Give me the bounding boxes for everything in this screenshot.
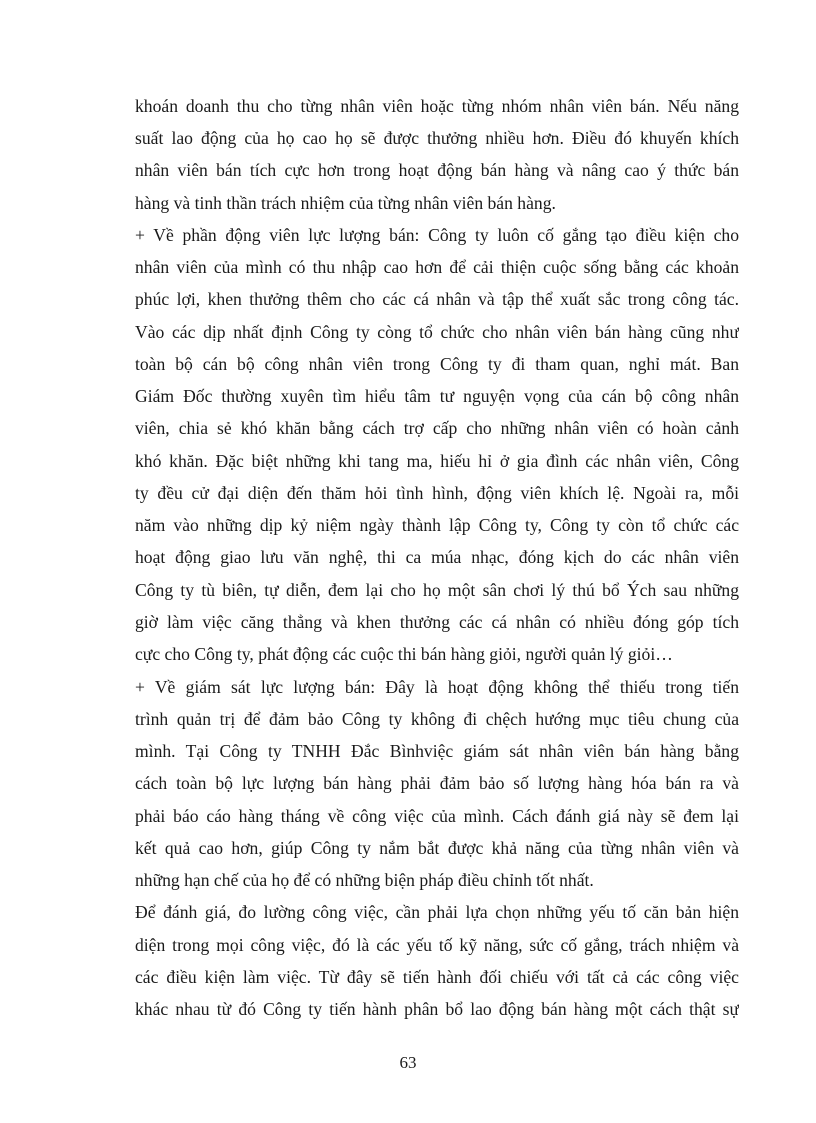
text-line: nhân viên của mình có thu nhập cao hơn để cải thiện cuộc sống bằng các khoản [135, 257, 739, 277]
text-line: Giám Đốc thường xuyên tìm hiểu tâm tư nguyện vọng của cán bộ công nhân [135, 386, 739, 406]
text-line: khó khăn. Đặc biệt những khi tang ma, hiếu hỉ ở gia đình các nhân viên, Công [135, 451, 739, 471]
text-line: trình quản trị để đảm bảo Công ty không đi chệch hướng mục tiêu chung của [135, 709, 739, 729]
text-line: các điều kiện làm việc. Từ đây sẽ tiến hành đối chiếu với tất cả các công việc [135, 967, 739, 987]
text-line: mình. Tại Công ty TNHH Đắc Bìnhviệc giám sát nhân viên bán hàng bằng [135, 741, 739, 761]
text-line: cách toàn bộ lực lượng bán hàng phải đảm bảo số lượng hàng hóa bán ra và [135, 773, 739, 793]
text-line: Để đánh giá, đo lường công việc, cần phải lựa chọn những yếu tố căn bản hiện [135, 902, 739, 922]
text-line: những hạn chế của họ để có những biện pháp điều chỉnh tốt nhất. [135, 870, 594, 890]
page-number: 63 [399, 1053, 417, 1072]
text-line: suất lao động của họ cao họ sẽ được thưởng nhiều hơn. Điều đó khuyến khích [135, 128, 739, 148]
text-line: phải báo cáo hàng tháng về công việc của mình. Cách đánh giá này sẽ đem lại [135, 806, 739, 826]
text-line: nhân viên bán tích cực hơn trong hoạt động bán hàng và nâng cao ý thức bán [135, 160, 739, 180]
text-line: khoán doanh thu cho từng nhân viên hoặc từng nhóm nhân viên bán. Nếu năng [135, 96, 739, 116]
text-line: diện trong mọi công việc, đó là các yếu tố kỹ năng, sức cố gắng, trách nhiệm và [135, 935, 739, 955]
text-line: Công ty tù biên, tự diễn, đem lại cho họ một sân chơi lý thú bổ Ých sau những [135, 580, 739, 600]
text-line: khác nhau từ đó Công ty tiến hành phân bổ lao động bán hàng một cách thật sự [135, 999, 739, 1019]
text-line: hàng và tinh thần trách nhiệm của từng nhân viên bán hàng. [135, 193, 556, 213]
text-line: Vào các dịp nhất định Công ty còng tổ chức cho nhân viên bán hàng cũng như [135, 322, 739, 342]
text-line: năm vào những dịp kỷ niệm ngày thành lập Công ty, Công ty còn tổ chức các [135, 515, 739, 535]
text-line: cực cho Công ty, phát động các cuộc thi bán hàng giỏi, người quản lý giỏi… [135, 644, 673, 664]
text-line: kết quả cao hơn, giúp Công ty nắm bắt được khả năng của từng nhân viên và [135, 838, 739, 858]
text-line: ty đều cử đại diện đến thăm hỏi tình hình, động viên khích lệ. Ngoài ra, mỗi [135, 483, 739, 503]
text-line: + Về giám sát lực lượng bán: Đây là hoạt động không thể thiếu trong tiến [135, 677, 739, 697]
text-line: hoạt động giao lưu văn nghệ, thi ca múa nhạc, đóng kịch do các nhân viên [135, 547, 739, 567]
text-line: giờ làm việc căng thẳng và khen thưởng các cá nhân có nhiều đóng góp tích [135, 612, 739, 632]
text-line: viên, chia sẻ khó khăn bằng cách trợ cấp cho những nhân viên có hoàn cảnh [135, 418, 739, 438]
text-line: + Về phần động viên lực lượng bán: Công ty luôn cố gắng tạo điều kiện cho [135, 225, 739, 245]
text-line: toàn bộ cán bộ công nhân viên trong Công ty đi tham quan, nghỉ mát. Ban [135, 354, 739, 374]
text-line: phúc lợi, khen thưởng thêm cho các cá nhân và tập thể xuất sắc trong công tác. [135, 289, 739, 309]
